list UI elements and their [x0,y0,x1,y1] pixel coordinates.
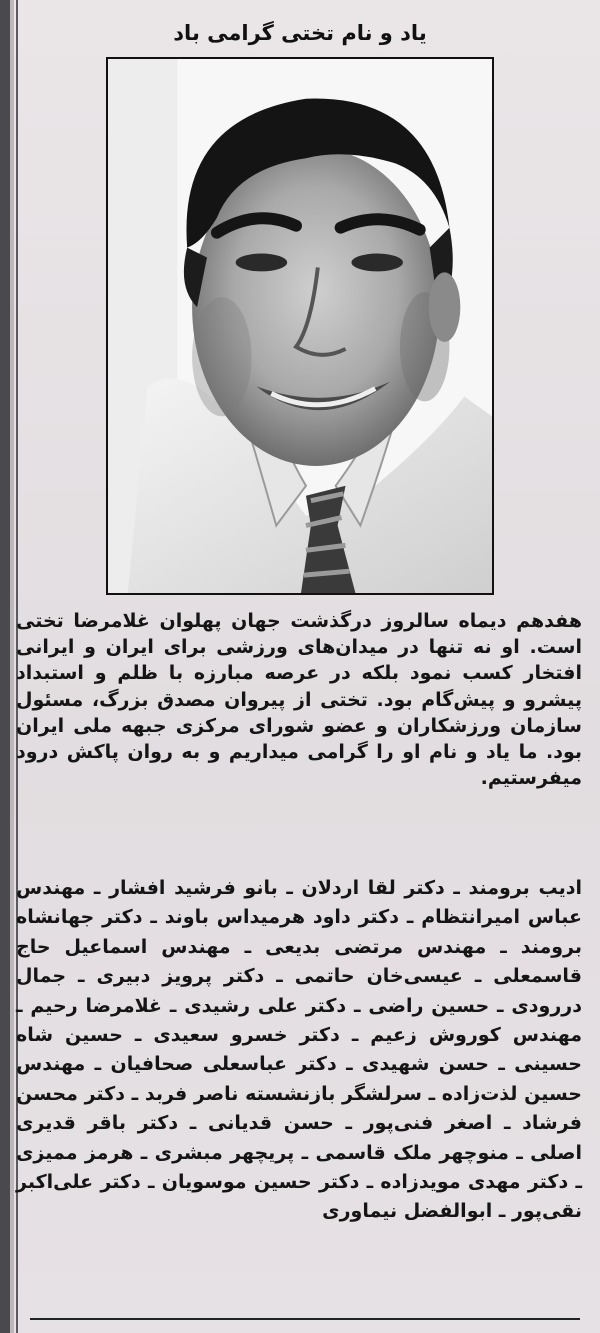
article-body [16,608,582,791]
signatories-list [16,874,582,1227]
headline: یاد و نام تختی گرامی باد [173,21,427,45]
bottom-divider [30,1318,580,1320]
portrait-photo [106,57,494,595]
portrait-illustration [108,59,492,593]
column-rule-dark [0,0,10,1333]
column-rule-light [10,0,14,1333]
article-paragraph: هفدهم دیماه سالروز درگذشت جهان پهلوان غلامرضا تختی است. او نه تنها در میدان‌های ورزشی برای ایران و ایرانی افتخار کسب نمود بلکه در عرصه مبارزه با ظلم و استبداد پیشرو و پیش‌گام بود. تختی از پیروان مصدق بزرگ، مسئول سازمان ورزشکاران و عضو شورای مرکزی جبهه ملی ایران بود. ما یاد و نام او را گرامی میداریم و به روان پاکش درود میفرستیم. [16,610,582,790]
signatories-text: ادیب برومند ـ دکتر لقا اردلان ـ بانو فرشید افشار ـ مهندس عباس امیرانتظام ـ دکتر داود هرمیداس باوند ـ دکتر جهانشاه برومند ـ مهندس مرتضی بدیعی ـ مهندس اسماعیل حاج قاسمعلی ـ عیسی‌خان حاتمی ـ دکتر پرویز دبیری ـ جمال دررودی ـ حسین راضی ـ دکتر علی رشیدی ـ غلامرضا رحیم ـ مهندس کوروش زعیم ـ دکتر خسرو سعیدی ـ حسین شاه حسینی ـ حسن شهیدی ـ دکتر عباسعلی صحافیان ـ مهندس حسین لذت‌زاده ـ سرلشگر بازنشسته ناصر فربد ـ دکتر محسن فرشاد ـ اصغر فنی‌پور ـ حسن قدیانی ـ دکتر باقر قدیری اصلی ـ منوچهر ملک قاسمی ـ پریچهر مبشری ـ هرمز ممیزی ـ دکتر مهدی مویدزاده ـ دکتر حسین موسویان ـ دکتر علی‌اکبر نقی‌پور ـ ابوالفضل نیماوری [16,877,582,1223]
